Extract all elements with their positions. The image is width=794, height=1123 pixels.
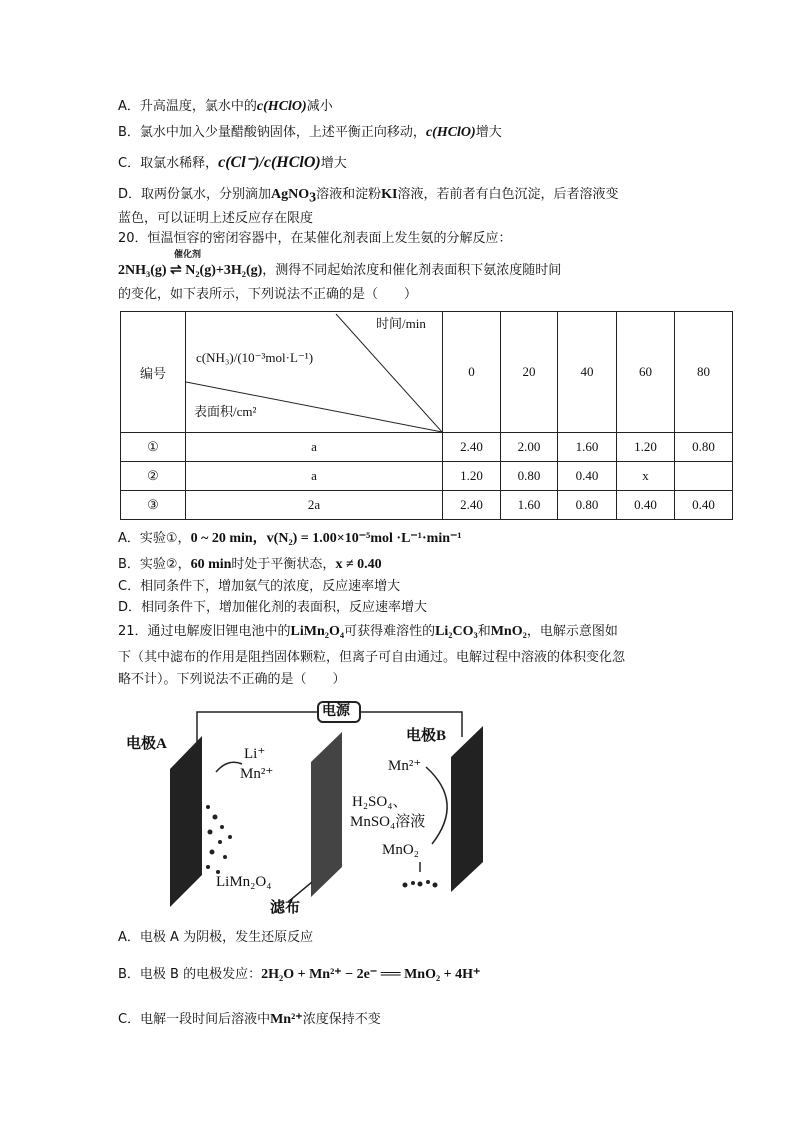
reaction-condition: 催化剂 xyxy=(174,250,202,260)
q20-equation-line xyxy=(118,250,562,280)
option-label: B． xyxy=(118,125,140,140)
formula: c(HClO) xyxy=(256,99,307,114)
electrolysis-apparatus xyxy=(120,692,492,922)
q20-option-d xyxy=(118,599,427,617)
cell-value: x xyxy=(617,462,675,491)
q19-option-a xyxy=(118,98,333,116)
cell-value: 2.40 xyxy=(443,491,501,520)
q20-stem: 的变化，如下表所示，下列说法不正确的是（ ） xyxy=(118,287,418,302)
option-label: C． xyxy=(118,156,141,171)
option-text: 相同条件下，增加催化剂的表面积，反应速率增大 xyxy=(141,600,428,615)
formula: KI xyxy=(381,187,398,202)
cell-value: 0.40 xyxy=(617,491,675,520)
row-area: 2a xyxy=(186,491,443,520)
option-text: 实验②， xyxy=(139,557,191,572)
option-text: 电解一段时间后溶液中 xyxy=(140,1012,271,1027)
option-label: D． xyxy=(118,600,142,615)
stem-text: ，电解示意图如 xyxy=(526,624,618,639)
cell-value xyxy=(675,462,733,491)
q20-data-table xyxy=(120,311,733,520)
header-diagonal-cell xyxy=(186,312,443,433)
option-text: 减小 xyxy=(306,99,333,114)
q20-stem: 20．恒温恒容的密闭容器中，在某催化剂表面上发生氨的分解反应： xyxy=(118,231,512,246)
q21-stem xyxy=(118,623,618,641)
q21-stem-line2: 下（其中滤布的作用是阻挡固体颗粒，但离子可自由通过。电解过程中溶液的体积变化忽 xyxy=(118,650,626,665)
stem-text: 可获得难溶性的 xyxy=(344,624,436,639)
stem-text: 和 xyxy=(477,624,491,639)
electrode-a-label: 电极A xyxy=(126,736,167,752)
mn-ion-label: Mn²⁺ xyxy=(240,766,274,782)
row-id: ② xyxy=(121,462,186,491)
option-label: C． xyxy=(118,579,141,594)
option-text: 增大 xyxy=(475,125,502,140)
cell-value: 1.20 xyxy=(443,462,501,491)
table-header-row xyxy=(121,312,733,433)
option-text: 增大 xyxy=(320,156,347,171)
q20-option-c xyxy=(118,578,400,596)
filter-cloth-label: 滤布 xyxy=(270,900,301,916)
option-text: 实验①， xyxy=(139,531,191,546)
option-text: 溶液，若前者有白色沉淀，后者溶液变 xyxy=(397,187,619,202)
option-text: 时处于平衡状态， xyxy=(231,557,336,572)
formula: x ≠ 0.40 xyxy=(335,557,382,572)
table-row xyxy=(121,433,733,462)
limn2o4-label: LiMn₂O₄ xyxy=(216,874,272,890)
q21-option-b xyxy=(118,966,480,984)
formula: Li₂CO₃ xyxy=(435,624,478,639)
formula: LiMn₂O₄ xyxy=(290,624,345,639)
q19-option-b xyxy=(118,124,502,142)
option-label: D． xyxy=(118,187,142,202)
q20-stem: ，测得不同起始浓度和催化剂表面积下氨浓度随时间 xyxy=(262,263,562,278)
header-time: 60 xyxy=(617,312,675,433)
row-id: ③ xyxy=(121,491,186,520)
formula: 2H₂O + Mn²⁺ − 2e⁻ ══ MnO₂ + 4H⁺ xyxy=(261,967,481,982)
diag-label-area: 表面积/cm² xyxy=(194,404,257,419)
electrolysis-diagram xyxy=(120,692,492,922)
formula: 60 min xyxy=(190,557,232,572)
option-text: 升高温度，氯水中的 xyxy=(139,99,257,114)
cell-value: 1.20 xyxy=(617,433,675,462)
cell-value: 1.60 xyxy=(501,491,558,520)
option-label: A． xyxy=(118,531,140,546)
option-text: 浓度保持不变 xyxy=(302,1012,381,1027)
option-text: 取氯水稀释， xyxy=(140,156,219,171)
filter-cloth-plate xyxy=(311,732,342,897)
option-text: 溶液和淀粉 xyxy=(316,187,382,202)
diag-label-time: 时间/min xyxy=(376,316,426,331)
mno2-label: MnO₂ xyxy=(382,842,419,858)
q19-option-c xyxy=(118,154,347,173)
power-source-label: 电源 xyxy=(322,704,350,719)
formula: 0 ~ 20 min，v(N₂) = 1.00×10⁻⁵mol ·L⁻¹·min⁻¹ xyxy=(190,531,462,546)
electrode-b-plate xyxy=(451,726,483,892)
cell-value: 2.40 xyxy=(443,433,501,462)
formula: MnO₂ xyxy=(490,624,527,639)
q21-option-a xyxy=(118,929,313,947)
formula-subscript: 3 xyxy=(309,190,317,206)
option-label: A． xyxy=(118,930,140,945)
solution-label: H₂SO₄、 xyxy=(352,794,408,810)
cell-value: 0.80 xyxy=(501,462,558,491)
q20-option-a xyxy=(118,530,462,548)
q21-stem-line3: 略不计）。下列说法不正确的是（ ） xyxy=(118,672,346,687)
cell-value: 0.40 xyxy=(558,462,617,491)
diag-label-concentration: c(NH₃)/(10⁻³mol·L⁻¹) xyxy=(196,350,314,365)
option-label: B． xyxy=(118,967,140,982)
formula: AgNO xyxy=(271,187,310,202)
cell-value: 0.80 xyxy=(675,433,733,462)
cell-value: 1.60 xyxy=(558,433,617,462)
cell-value: 0.80 xyxy=(558,491,617,520)
stem-text: 21．通过电解废旧锂电池中的 xyxy=(118,624,291,639)
q21-option-c xyxy=(118,1011,381,1029)
row-area: a xyxy=(186,462,443,491)
option-label: C． xyxy=(118,1012,141,1027)
reaction-equation: 2NH₃(g) ⇌ N₂(g)+3H₂(g) xyxy=(118,263,263,278)
header-id: 编号 xyxy=(121,312,186,433)
solution-label: MnSO₄溶液 xyxy=(350,814,426,830)
header-time: 40 xyxy=(558,312,617,433)
cell-value: 2.00 xyxy=(501,433,558,462)
formula: Mn²⁺ xyxy=(270,1012,303,1027)
table-row xyxy=(121,462,733,491)
option-text: 氯水中加入少量醋酸钠固体，上述平衡正向移动， xyxy=(139,125,426,140)
q19-option-d xyxy=(118,186,619,208)
option-text: 电极 B 的电极发应： xyxy=(139,967,262,982)
formula: c(HClO) xyxy=(425,125,476,140)
row-id: ① xyxy=(121,433,186,462)
electrode-b-label: 电极B xyxy=(406,728,447,744)
cell-value: 0.40 xyxy=(675,491,733,520)
q19-option-d-line2: 蓝色，可以证明上述反应存在限度 xyxy=(118,211,314,226)
formula: c(Cl⁻)/c(HClO) xyxy=(218,154,321,171)
row-area: a xyxy=(186,433,443,462)
table-row xyxy=(121,491,733,520)
header-time: 0 xyxy=(443,312,501,433)
option-label: B． xyxy=(118,557,140,572)
option-label: A． xyxy=(118,99,140,114)
mn-ion-label-right: Mn²⁺ xyxy=(388,758,422,774)
header-time: 80 xyxy=(675,312,733,433)
option-text: 取两份氯水，分别滴加 xyxy=(141,187,272,202)
option-text: 相同条件下，增加氨气的浓度，反应速率增大 xyxy=(140,579,401,594)
header-time: 20 xyxy=(501,312,558,433)
electrode-a-plate xyxy=(170,736,202,907)
q20-option-b xyxy=(118,556,382,574)
li-ion-label: Li⁺ xyxy=(244,746,266,762)
option-text: 电极 A 为阴极，发生还原反应 xyxy=(139,930,314,945)
